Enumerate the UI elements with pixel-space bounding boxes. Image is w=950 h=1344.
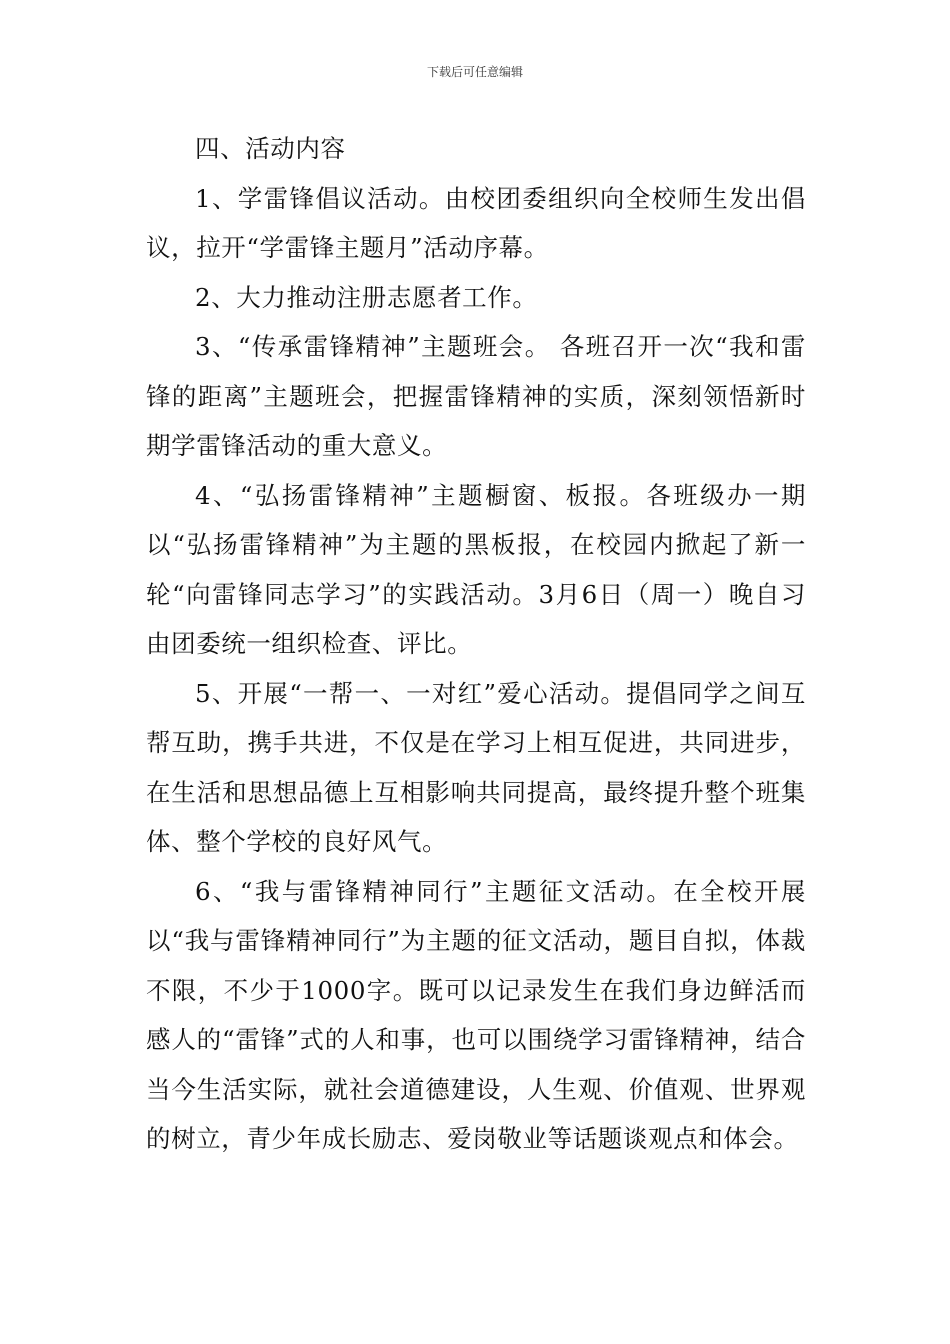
document-body (146, 124, 806, 1164)
paragraph-item-1: 1、学雷锋倡议活动。由校团委组织向全校师生发出倡议，拉开“学雷锋主题月”活动序幕。 (146, 183, 806, 262)
section-heading: 四、活动内容 (195, 134, 346, 163)
paragraph-item-4: 4、“弘扬雷锋精神”主题橱窗、板报。各班级办一期以“弘扬雷锋精神”为主题的黑板报，在校园内掀起了新一轮“向雷锋同志学习”的实践活动。3月6日（周一）晚自习由团委统一组织检查、评比。 (146, 480, 806, 658)
page-header: 下载后可任意编辑 (426, 65, 523, 79)
paragraph-item-3: 3、“传承雷锋精神”主题班会。 各班召开一次“我和雷锋的距离”主题班会，把握雷锋精神的实质，深刻领悟新时期学雷锋活动的重大意义。 (146, 332, 806, 460)
paragraph-item-6: 6、“我与雷锋精神同行”主题征文活动。在全校开展以“我与雷锋精神同行”为主题的征文活动，题目自拟，体裁不限，不少于1000字。既可以记录发生在我们身边鲜活而感人的“雷锋”式的人和事，也可以围绕学习雷锋精神，结合当今生活实际，就社会道德建设，人生观、价值观、世界观的树立，青少年成长励志、爱岗敬业等话题谈观点和体会。 (146, 876, 806, 1153)
paragraph-item-5: 5、开展“一帮一、一对红”爱心活动。提倡同学之间互帮互助，携手共进，不仅是在学习上相互促进，共同进步，在生活和思想品德上互相影响共同提高，最终提升整个班集体、整个学校的良好风气。 (146, 678, 806, 856)
paragraph-item-2: 2、大力推动注册志愿者工作。 (195, 282, 538, 312)
